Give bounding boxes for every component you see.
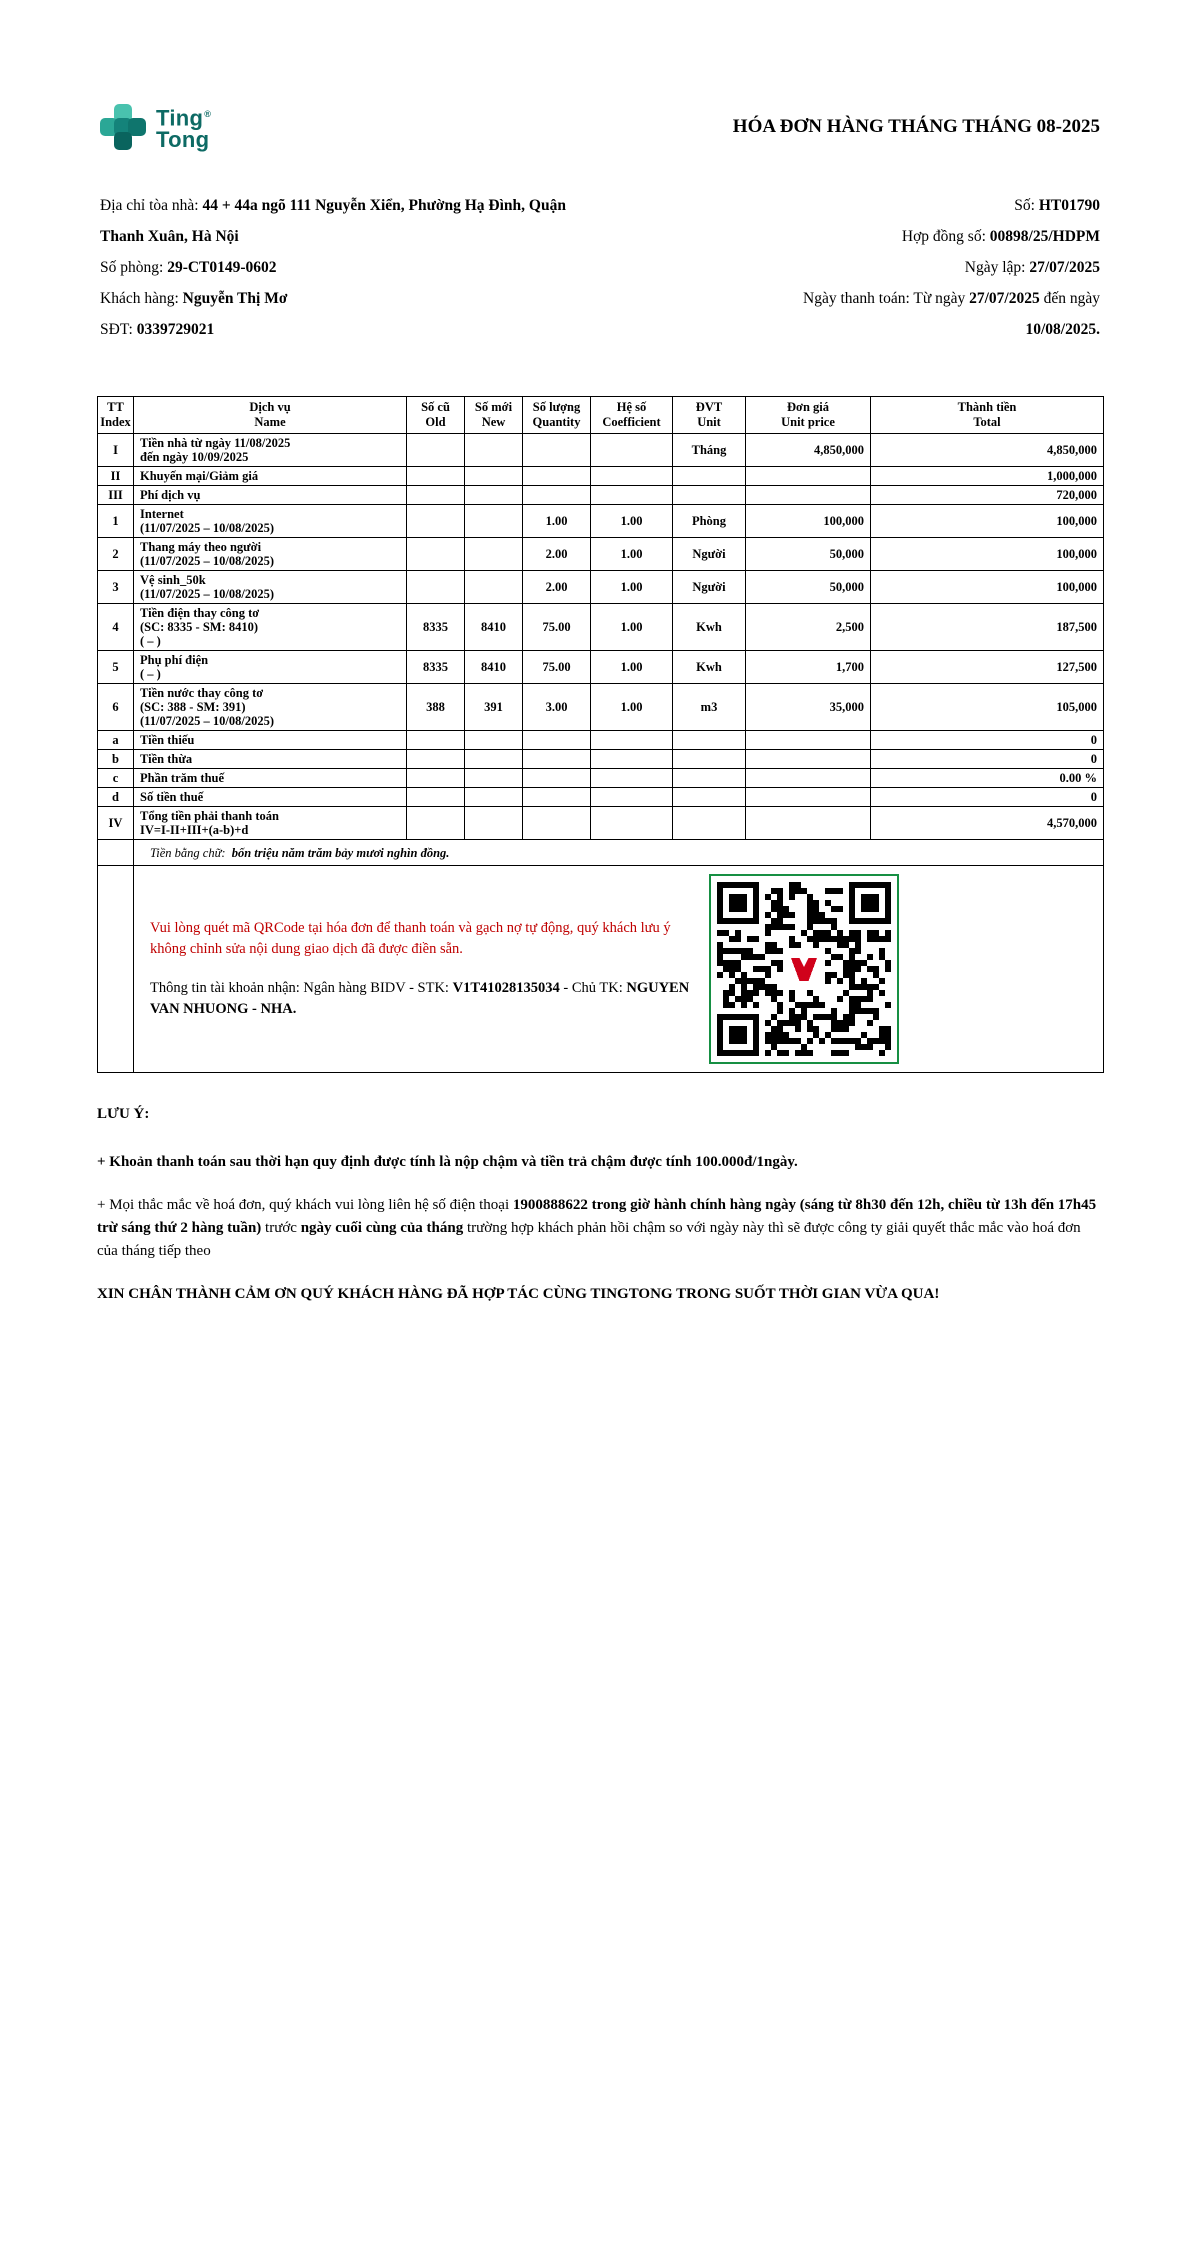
column-header: Dịch vụ Name: [134, 397, 407, 434]
text-segment: Địa chỉ tòa nhà:: [100, 197, 203, 214]
table-row: [98, 571, 1104, 604]
cell-old: [407, 731, 465, 750]
text-segment: HT01790: [1038, 197, 1100, 214]
note-heading: LƯU Ý:: [97, 1106, 150, 1122]
cell-unit-price: [746, 750, 871, 769]
cell-unit-price: 1,700: [746, 651, 871, 684]
cell-unit-price: 50,000: [746, 571, 871, 604]
cell-old: 8335: [407, 604, 465, 651]
table-row: [98, 788, 1104, 807]
cell-new: [465, 538, 523, 571]
cell-total: 4,850,000: [871, 434, 1104, 467]
cell-unit: Tháng: [673, 434, 746, 467]
cell-index: 3: [98, 571, 134, 604]
cell-index: d: [98, 788, 134, 807]
footer-notes: [97, 1103, 1099, 1306]
cell-coefficient: 1.00: [591, 604, 673, 651]
cell-new: [465, 788, 523, 807]
cell-total: 1,000,000: [871, 467, 1104, 486]
cell-old: [407, 769, 465, 788]
table-row: [98, 684, 1104, 731]
cell-new: [465, 486, 523, 505]
cell-coefficient: 1.00: [591, 651, 673, 684]
cell-name: Tiền thiếu: [134, 731, 407, 750]
brand-logo: [100, 104, 211, 150]
bank-account-info: [150, 978, 709, 1020]
cell-index: c: [98, 769, 134, 788]
cell-total: 0: [871, 731, 1104, 750]
cell-unit: [673, 788, 746, 807]
cell-quantity: [523, 788, 591, 807]
payment-period-line: [770, 283, 1100, 345]
cell-unit: [673, 750, 746, 769]
table-row: [98, 651, 1104, 684]
cell-index: 6: [98, 684, 134, 731]
text-segment: ngày cuối cùng của tháng: [300, 1220, 464, 1236]
brand-name: [156, 104, 212, 152]
text-segment: Thông tin tài khoản nhận: Ngân hàng BIDV - STK:: [150, 980, 453, 996]
cell-name: Tiền nhà từ ngày 11/08/2025 đến ngày 10/09/2025: [134, 434, 407, 467]
brand-name-line1: [156, 104, 212, 131]
cell-coefficient: 1.00: [591, 571, 673, 604]
cell-index: 1: [98, 505, 134, 538]
text-segment: + Mọi thắc mắc về hoá đơn, quý khách vui lòng liên hệ số điện thoại: [97, 1197, 513, 1213]
column-header: TT Index: [98, 397, 134, 434]
text-segment: 29-CT0149-0602: [167, 259, 277, 276]
column-header: Số mới New: [465, 397, 523, 434]
cell-coefficient: 1.00: [591, 538, 673, 571]
cell-quantity: 2.00: [523, 538, 591, 571]
text-segment: 27/07/2025: [969, 290, 1040, 307]
cell-name: Thang máy theo người (11/07/2025 – 10/08/2025): [134, 538, 407, 571]
cell-quantity: [523, 486, 591, 505]
cell-total: 100,000: [871, 571, 1104, 604]
cell-quantity: [523, 769, 591, 788]
cell-name: Tiền thừa: [134, 750, 407, 769]
cell-total: 0: [871, 750, 1104, 769]
text-segment: Ngày lập:: [964, 259, 1030, 276]
cell-quantity: 3.00: [523, 684, 591, 731]
cell-old: [407, 750, 465, 769]
cell-coefficient: [591, 769, 673, 788]
column-header: Số lượng Quantity: [523, 397, 591, 434]
cell-total: 4,570,000: [871, 807, 1104, 840]
cell-total: 127,500: [871, 651, 1104, 684]
cell-name: Phần trăm thuế: [134, 769, 407, 788]
column-header: ĐVT Unit: [673, 397, 746, 434]
cell-old: [407, 788, 465, 807]
cell-index: 4: [98, 604, 134, 651]
table-row: [98, 434, 1104, 467]
registered-mark: ®: [204, 109, 212, 120]
text-segment: Khách hàng:: [100, 290, 183, 307]
table-row: [98, 604, 1104, 651]
cell-total: 0.00 %: [871, 769, 1104, 788]
text-segment: - Chủ TK:: [559, 980, 627, 996]
payment-section: [134, 874, 1093, 1064]
cell-coefficient: 1.00: [591, 505, 673, 538]
cell-name: Internet (11/07/2025 – 10/08/2025): [134, 505, 407, 538]
contract-number-line: [770, 221, 1100, 252]
cell-unit: [673, 807, 746, 840]
invoice-meta-block: [770, 190, 1100, 345]
cell-empty: [98, 840, 134, 866]
cell-quantity: [523, 434, 591, 467]
cell-total: 187,500: [871, 604, 1104, 651]
invoice-number-line: [770, 190, 1100, 221]
qr-warning-note: Vui lòng quét mã QRCode tại hóa đơn để thanh toán và gạch nợ tự động, quý khách lưu ý không chỉnh sửa nội dung giao dịch đã được điền sẵn.: [150, 920, 671, 957]
text-segment: đến ngày: [1039, 290, 1100, 307]
cell-new: [465, 467, 523, 486]
qr-code-frame: [709, 874, 899, 1064]
cell-unit: [673, 486, 746, 505]
cell-unit-price: 2,500: [746, 604, 871, 651]
cell-total: 0: [871, 788, 1104, 807]
cell-total: 720,000: [871, 486, 1104, 505]
cell-quantity: [523, 731, 591, 750]
cell-unit-price: 50,000: [746, 538, 871, 571]
tingtong-logo-icon: [100, 104, 146, 150]
column-header: Đơn giá Unit price: [746, 397, 871, 434]
issue-date-line: [770, 252, 1100, 283]
text-segment: + Khoản thanh toán sau thời hạn quy định được tính là nộp chậm và tiền trả chậm được tính 100.000đ/1ngày.: [97, 1154, 798, 1170]
cell-unit: Người: [673, 571, 746, 604]
cell-unit-price: [746, 807, 871, 840]
cell-new: [465, 750, 523, 769]
text-segment: 27/07/2025: [1029, 259, 1100, 276]
cell-unit: Phòng: [673, 505, 746, 538]
room-number-line: [100, 252, 586, 283]
brand-word-ting: Ting: [156, 105, 204, 131]
cell-unit: [673, 467, 746, 486]
cell-quantity: 1.00: [523, 505, 591, 538]
cell-name: Phụ phí điện ( – ): [134, 651, 407, 684]
table-row: [98, 750, 1104, 769]
amount-in-words-label: Tiền bằng chữ:: [150, 845, 226, 860]
cell-unit: Kwh: [673, 651, 746, 684]
amount-in-words-value: bốn triệu năm trăm bảy mươi nghìn đồng.: [231, 845, 450, 860]
cell-new: [465, 731, 523, 750]
table-row: [98, 538, 1104, 571]
cell-old: [407, 538, 465, 571]
table-row: [98, 769, 1104, 788]
cell-coefficient: [591, 434, 673, 467]
cell-old: [407, 571, 465, 604]
cell-unit: [673, 731, 746, 750]
text-segment: Hợp đồng số:: [901, 228, 990, 245]
cell-unit-price: [746, 769, 871, 788]
column-header: Thành tiền Total: [871, 397, 1104, 434]
text-segment: 1900888622 trong giờ hành chính hàng ngày (sáng từ 8h30 đến 12h, chiều từ 13h đến 17h45 trừ sáng thứ 2 hàng tuần): [97, 1197, 1097, 1236]
cell-name: Vệ sinh_50k (11/07/2025 – 10/08/2025): [134, 571, 407, 604]
cell-quantity: 2.00: [523, 571, 591, 604]
cell-quantity: [523, 750, 591, 769]
cell-old: 388: [407, 684, 465, 731]
cell-unit-price: [746, 486, 871, 505]
text-segment: trước: [261, 1220, 301, 1236]
cell-quantity: [523, 467, 591, 486]
cell-unit-price: [746, 788, 871, 807]
cell-name: Phí dịch vụ: [134, 486, 407, 505]
cell-index: b: [98, 750, 134, 769]
brand-name-line2: Tong: [156, 126, 210, 152]
text-segment: Số phòng:: [100, 259, 168, 276]
invoice-table-body: [98, 434, 1104, 840]
qr-code: [717, 882, 891, 1056]
payment-instructions: [134, 918, 709, 1020]
cell-new: 8410: [465, 651, 523, 684]
cell-name: Tiền nước thay công tơ (SC: 388 - SM: 391) (11/07/2025 – 10/08/2025): [134, 684, 407, 731]
cell-index: II: [98, 467, 134, 486]
table-row: [98, 467, 1104, 486]
cell-unit: Kwh: [673, 604, 746, 651]
cell-index: III: [98, 486, 134, 505]
cell-total: 100,000: [871, 505, 1104, 538]
table-row: [98, 486, 1104, 505]
cell-old: [407, 467, 465, 486]
document-title: HÓA ĐƠN HÀNG THÁNG THÁNG 08-2025: [732, 116, 1100, 137]
cell-coefficient: [591, 788, 673, 807]
logo-petal: [114, 132, 132, 150]
cell-unit-price: 100,000: [746, 505, 871, 538]
text-segment: trường hợp khách phản hồi chậm so với ngày này thì sẽ được công ty giải quyết thắc mắc vào hoá đơn của tháng tiếp theo: [97, 1220, 1081, 1259]
table-row: [98, 731, 1104, 750]
cell-new: [465, 571, 523, 604]
cell-old: 8335: [407, 651, 465, 684]
table-row: [98, 807, 1104, 840]
invoice-body: [97, 396, 1103, 1306]
cell-quantity: [523, 807, 591, 840]
cell-coefficient: 1.00: [591, 684, 673, 731]
cell-coefficient: [591, 750, 673, 769]
customer-info-block: [100, 190, 586, 345]
cell-old: [407, 486, 465, 505]
cell-index: 2: [98, 538, 134, 571]
cell-old: [407, 807, 465, 840]
phone-line: [100, 314, 586, 345]
text-segment: 00898/25/HDPM: [989, 228, 1100, 245]
cell-name: Số tiền thuế: [134, 788, 407, 807]
building-address-line: [100, 190, 586, 252]
cell-old: [407, 434, 465, 467]
cell-unit-price: 35,000: [746, 684, 871, 731]
cell-unit: Người: [673, 538, 746, 571]
payment-cell: [134, 866, 1104, 1073]
late-payment-note: [97, 1151, 1099, 1174]
cell-new: 8410: [465, 604, 523, 651]
text-segment: Số:: [1014, 197, 1039, 214]
cell-index: a: [98, 731, 134, 750]
customer-name-line: [100, 283, 586, 314]
payment-row: [98, 866, 1104, 1073]
cell-new: [465, 807, 523, 840]
thank-you-message: XIN CHÂN THÀNH CẢM ƠN QUÝ KHÁCH HÀNG ĐÃ HỢP TÁC CÙNG TINGTONG TRONG SUỐT THỜI GIAN VỪA QUA!: [97, 1286, 940, 1302]
cell-name: Khuyến mại/Giảm giá: [134, 467, 407, 486]
cell-coefficient: [591, 467, 673, 486]
invoice-table-head-row: [98, 397, 1104, 434]
cell-new: 391: [465, 684, 523, 731]
cell-total: 100,000: [871, 538, 1104, 571]
text-segment: V1T41028135034: [452, 980, 560, 996]
cell-name: Tiền điện thay công tơ (SC: 8335 - SM: 8410) ( – ): [134, 604, 407, 651]
cell-empty: [98, 866, 134, 1073]
cell-unit-price: [746, 731, 871, 750]
cell-total: 105,000: [871, 684, 1104, 731]
text-segment: NGUYEN VAN NHUONG - NHA.: [150, 980, 690, 1017]
cell-unit-price: [746, 467, 871, 486]
amount-in-words-row: [98, 840, 1104, 866]
cell-quantity: 75.00: [523, 651, 591, 684]
text-segment: Nguyễn Thị Mơ: [182, 290, 288, 307]
hotline-note: [97, 1194, 1099, 1263]
cell-new: [465, 769, 523, 788]
cell-index: IV: [98, 807, 134, 840]
cell-coefficient: [591, 486, 673, 505]
text-segment: 0339729021: [136, 321, 215, 338]
column-header: Số cũ Old: [407, 397, 465, 434]
cell-unit: [673, 769, 746, 788]
column-header: Hệ số Coefficient: [591, 397, 673, 434]
text-segment: Ngày thanh toán: Từ ngày: [803, 290, 970, 307]
cell-name: Tổng tiền phải thanh toán IV=I-II+III+(a-b)+d: [134, 807, 407, 840]
table-row: [98, 505, 1104, 538]
cell-quantity: 75.00: [523, 604, 591, 651]
cell-index: I: [98, 434, 134, 467]
cell-coefficient: [591, 807, 673, 840]
cell-unit: m3: [673, 684, 746, 731]
cell-new: [465, 434, 523, 467]
text-segment: SĐT:: [100, 321, 137, 338]
text-segment: 44 + 44a ngõ 111 Nguyễn Xiển, Phường Hạ Đình, Quận Thanh Xuân, Hà Nội: [100, 197, 566, 245]
cell-coefficient: [591, 731, 673, 750]
text-segment: 10/08/2025.: [1025, 321, 1100, 338]
cell-old: [407, 505, 465, 538]
cell-unit-price: 4,850,000: [746, 434, 871, 467]
cell-index: 5: [98, 651, 134, 684]
cell-new: [465, 505, 523, 538]
invoice-table: [97, 396, 1104, 1073]
amount-in-words-cell: [134, 840, 1104, 866]
